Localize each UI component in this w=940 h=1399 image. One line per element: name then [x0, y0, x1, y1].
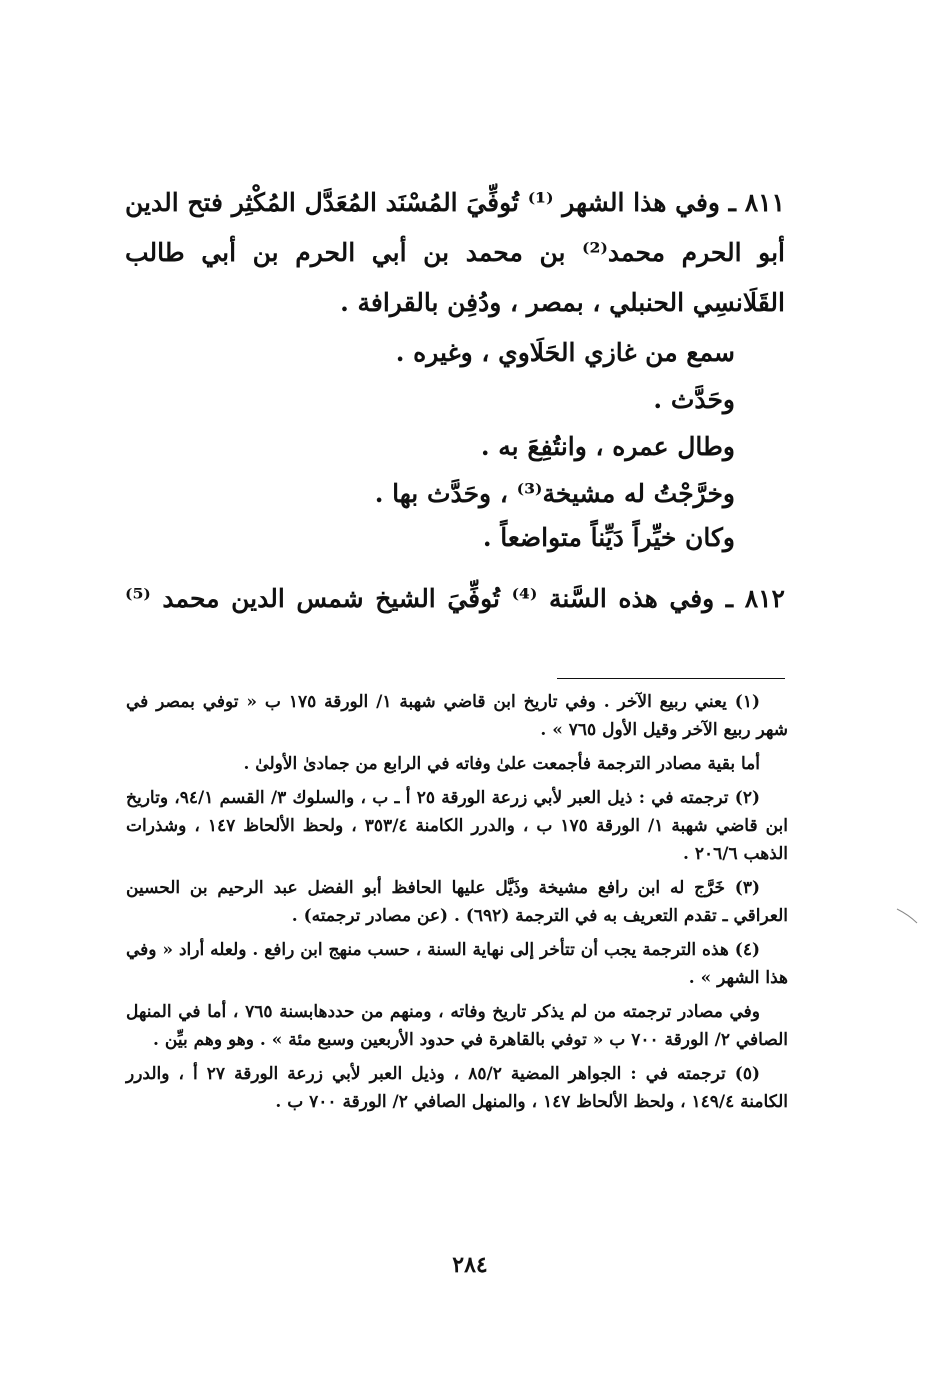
- footnote-3: (٣) خَرَّج له ابن رافع مشيخة وذَيَّل عليها الحافظ أبو الفضل عبد الرحيم بن الحسين العراقي ـ تقدم التعريف به في الترجمة (٦٩٢) . (عن مصادر ترجمته) .: [126, 878, 788, 926]
- footnote-4: (٤) هذه الترجمة يجب أن تتأخر إلى نهاية السنة ، حسب منهج ابن رافع . ولعله أراد « وفي هذا الشهر » .: [126, 940, 788, 988]
- footnote-5: (٥) ترجمته في : الجواهر المضية ٨٥/٢ ، وذيل العبر لأبي زرعة الورقة ٢٧ أ ، والدرر الكامنة ١٤٩/٤ ، ولحظ الألحاظ ١٤٧ ، والمنهل الصافي ٢/ الورقة ٧٠٠ ب .: [126, 1064, 788, 1112]
- footnote-4-continuation: وفي مصادر ترجمته من لم يذكر تاريخ وفاته ، ومنهم من حددهابسنة ٧٦٥ ، أما في المنهل الصافي ٢/ الورقة ٧٠٠ ب « توفي بالقاهرة في حدود الأربعين وسبع مئة » . وهو وهم بيِّن .: [126, 1002, 788, 1050]
- entry-811-para-1: سمع من غازي الحَلَاوي ، وغيره .: [395, 338, 735, 367]
- footnote-divider: [557, 678, 785, 679]
- entry-811-para-2: وحَدَّث .: [653, 385, 735, 414]
- footnote-1-continuation: أما بقية مصادر الترجمة فأجمعت علىٰ وفاته في الرابع من جمادىٰ الأولىٰ .: [243, 754, 760, 774]
- entry-811: ٨١١ ـ وفي هذا الشهر ⁽¹⁾ تُوفِّيَ المُسْنَد المُعَدَّل المُكْثِر فتح الدين أبو الحرم محمد⁽²⁾ بن محمد بن أبي الحرم بن أبي طالب القَلَانسِي الحنبلي ، بمصر ، ودُفِن بالقرافة .: [125, 188, 785, 317]
- footnote-1: (١) يعني ربيع الآخر . وفي تاريخ ابن قاضي شهبة ١/ الورقة ١٧٥ ب « توفي بمصر في شهر ربيع الآخر وقيل الأول ٧٦٥ » .: [126, 692, 788, 740]
- page-number: ٢٨٤: [452, 1252, 488, 1278]
- entry-811-para-5: وكان خيِّراً دَيِّناً متواضعاً .: [482, 523, 735, 552]
- footnotes-block: [126, 688, 788, 1122]
- entry-812: ٨١٢ ـ وفي هذه السَّنة ⁽⁴⁾ تُوفِّيَ الشيخ شمس الدين محمد ⁽⁵⁾: [125, 584, 785, 613]
- entry-811-para-4: وخرَّجْتُ له مشيخة⁽³⁾ ، وحَدَّث بها .: [374, 479, 735, 508]
- footnote-2: (٢) ترجمته في : ذيل العبر لأبي زرعة الورقة ٢٥ أ ـ ب ، والسلوك ٣/ القسم ٩٤/١، وتاريخ ابن قاضي شهبة ١/ الورقة ١٧٥ ب ، والدرر الكامنة ٣٥٣/٤ ، ولحظ الألحاظ ١٤٧ ، وشذرات الذهب ٢٠٦/٦ .: [126, 788, 789, 864]
- scan-mark-icon: [895, 905, 935, 935]
- main-text-block: [125, 178, 785, 624]
- entry-811-para-3: وطال عمره ، وانتُفِعَ به .: [480, 432, 735, 461]
